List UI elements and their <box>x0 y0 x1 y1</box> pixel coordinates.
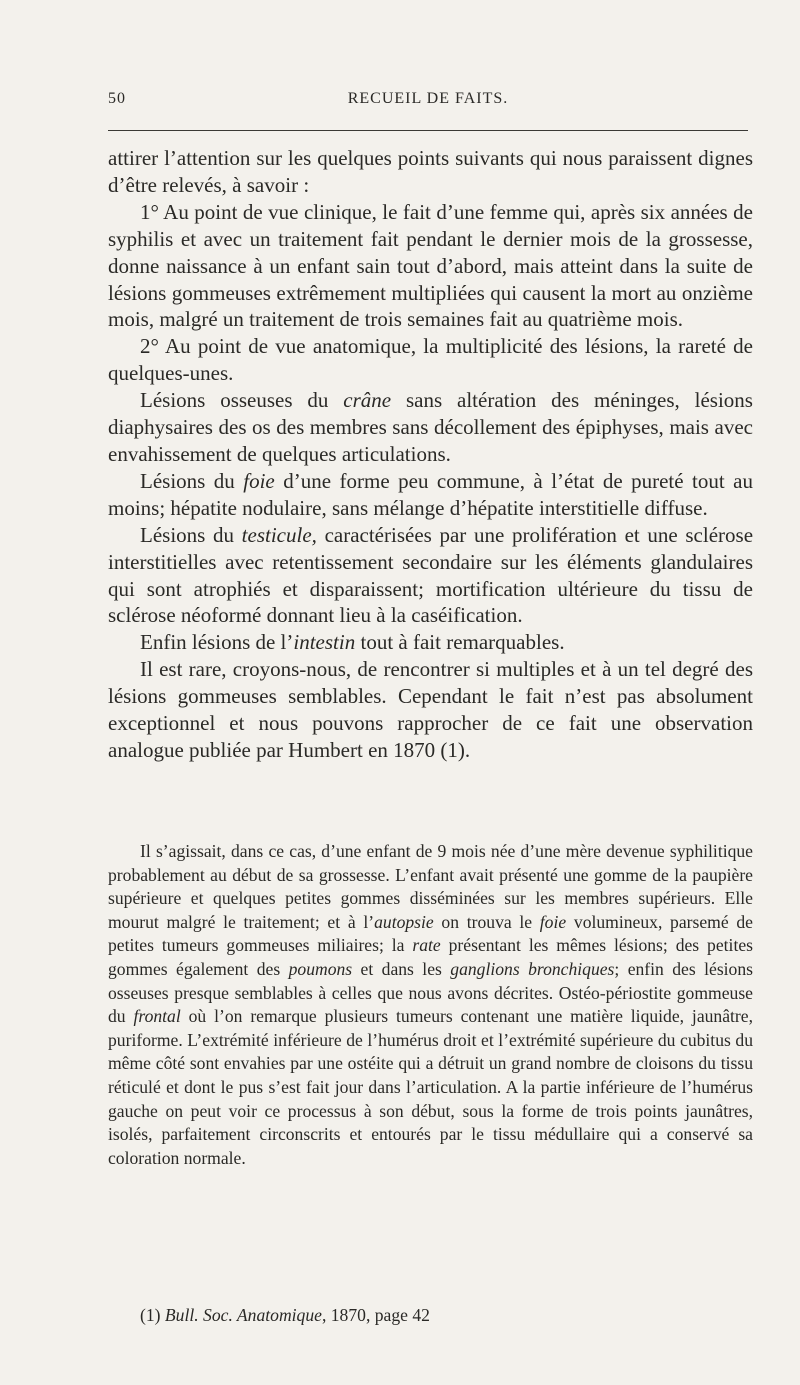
page-header <box>108 90 748 114</box>
footnote <box>140 1303 740 1327</box>
p7-italic-intestin: intestin <box>293 630 356 655</box>
footnote-citation: , 1870, page 42 <box>321 1305 430 1325</box>
running-title: RECUEIL DE FAITS. <box>347 90 509 107</box>
note-italic-ganglions: ganglions bronchiques <box>450 958 615 979</box>
paragraph-4 <box>108 387 753 468</box>
page-number: 50 <box>108 90 126 107</box>
p4-italic-crane: crâne <box>343 388 392 413</box>
p7-text-b: tout à fait remarquables. <box>355 630 565 655</box>
paragraph-1: attirer l’attention sur les quelques points suivants qui nous paraissent dignes d’être relevés, à savoir : <box>108 146 753 197</box>
note-text-d: présentant les mêmes lésions; des petites gommes également des <box>108 935 753 979</box>
p4-text-a: Lésions osseuses du <box>140 388 344 413</box>
note-italic-rate: rate <box>412 935 441 956</box>
p6-text-b: caractérisées par une prolifération et une sclérose interstitielles avec retentissement secondaire sur les éléments glandulaires qui sont atrophiés et disparaissent; mortification ultérieure du tissu de sclérose néoformé donnant lieu à la caséification. <box>108 522 754 628</box>
paragraph-3: 2° Au point de vue anatomique, la multiplicité des lésions, la rareté de quelques-unes. <box>108 334 753 386</box>
note-paragraph <box>108 840 753 1170</box>
p6-text-a: Lésions du <box>140 522 242 547</box>
p7-text-a: Enfin lésions de l’ <box>140 630 294 655</box>
paragraph-2: 1° Au point de vue clinique, le fait d’une femme qui, après six années de syphilis et avec un traitement fait pendant le dernier mois de la grossesse, donne naissance à un enfant sain tout d’abord, mais atteint dans la suite de lésions gommeuses extrêmement multipliées qui causent la mort au onzième mois, malgré un traitement de trois semaines fait au quatrième mois. <box>108 199 753 332</box>
p5-italic-foie: foie <box>243 468 275 493</box>
header-rule <box>108 130 748 131</box>
note-italic-frontal: frontal <box>133 1006 181 1027</box>
p5-text-a: Lésions du <box>140 468 244 493</box>
footnote-marker: (1) <box>140 1305 165 1325</box>
paragraph-8: Il est rare, croyons-nous, de rencontrer si multiples et à un tel degré des lésions gommeuses semblables. Cependant le fait n’est pas absolument exceptionnel et nous pouvons rapprocher de ce fait une observation analogue publiée par Humbert en 1870 (1). <box>108 657 753 762</box>
note-text-c: volumineux, parsemé de petites tumeurs gommeuses miliaires; la <box>108 911 753 956</box>
note-text-e: et dans les <box>352 958 451 979</box>
note-italic-foie: foie <box>539 911 567 932</box>
paragraph-7 <box>108 629 753 656</box>
note-text-f: ; enfin des lésions osseuses presque semblables à celles que nous avons décrites. Ostéo-périostite gommeuse du <box>108 958 753 1027</box>
p5-text-b: d’une forme peu commune, à l’état de pureté tout au moins; hépatite nodulaire, sans mélange d’hépatite interstitielle diffuse. <box>108 468 754 520</box>
p6-italic-testicule: testicule, <box>241 522 317 547</box>
main-text <box>108 145 753 764</box>
paragraph-6 <box>108 522 753 630</box>
note-italic-autopsie: autopsie <box>374 911 434 932</box>
note-text-g: où l’on remarque plusieurs tumeurs contenant une matière liquide, jaunâtre, puriforme. L’extrémité inférieure de l’humérus droit et l’extrémité supérieure du cubitus du même côté sont envahies par une ostéite qui a détruit un grand nombre de cloisons du tissu réticulé et dont le pus s’est fait jour dans l’articulation. A la partie inférieure de l’humérus gauche on peut voir ce processus à son début, sous la forme de trois points jaunâtres, isolés, parfaitement circonscrits et entourés par le tissu médullaire qui a conservé sa coloration normale. <box>108 1006 753 1168</box>
note-text-b: on trouva le <box>433 911 540 932</box>
footnote-journal: Bull. Soc. Anatomique <box>164 1305 322 1325</box>
p4-text-b: sans altération des méninges, lésions diaphysaires des os des membres sans décollement des épiphyses, mais avec envahissement de quelques articulations. <box>108 388 753 466</box>
paragraph-5 <box>108 468 753 522</box>
case-note <box>108 840 753 1170</box>
note-text-a: Il s’agissait, dans ce cas, d’une enfant de 9 mois née d’une mère devenue syphilitique probablement au début de sa grossesse. L’enfant avait présenté une gomme de la paupière supérieure et quelques petites gommes disséminées sur les membres supérieurs. Elle mourut malgré le traitement; et à l’ <box>108 841 753 932</box>
note-italic-poumons: poumons <box>288 958 353 979</box>
